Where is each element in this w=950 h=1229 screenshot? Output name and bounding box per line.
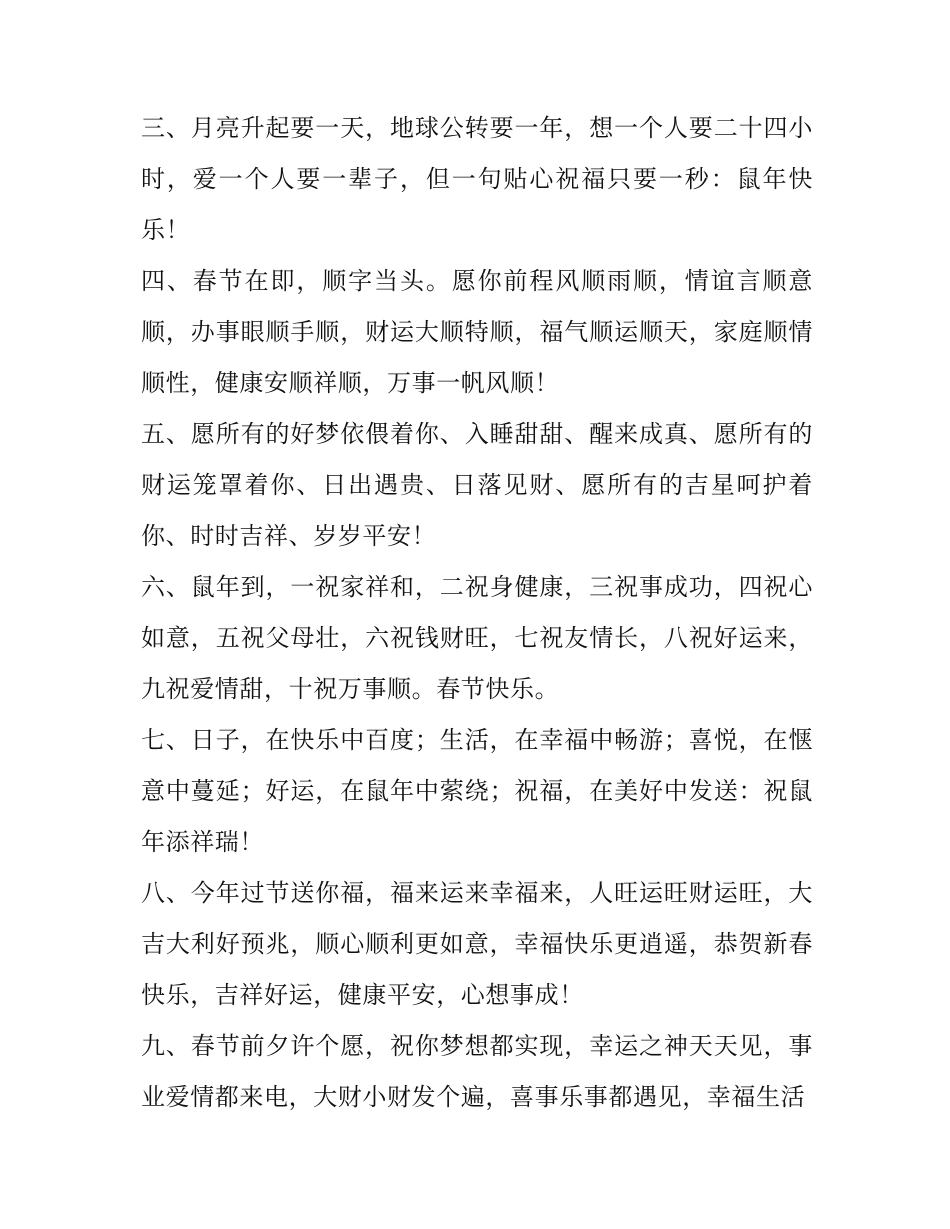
paragraph-4: 四、春节在即，顺字当头。愿你前程风顺雨顺，情谊言顺意顺，办事眼顺手顺，财运大顺特顺，福气顺运顺天，家庭顺情顺性，健康安顺祥顺，万事一帆风顺！: [141, 267, 813, 397]
paragraph-8: 八、今年过节送你福，福来运来幸福来，人旺运旺财运旺，大吉大利好预兆，顺心顺利更如意，幸福快乐更逍遥，恭贺新春快乐，吉祥好运，健康平安，心想事成！: [141, 879, 813, 1009]
paragraph-5: 五、愿所有的好梦依偎着你、入睡甜甜、醒来成真、愿所有的财运笼罩着你、日出遇贵、日落见财、愿所有的吉星呵护着你、时时吉祥、岁岁平安！: [141, 420, 813, 550]
document-body: [141, 103, 813, 1123]
paragraph-7: 七、日子，在快乐中百度；生活，在幸福中畅游；喜悦，在惬意中蔓延；好运，在鼠年中萦绕；祝福，在美好中发送：祝鼠年添祥瑞！: [141, 726, 813, 856]
paragraph-9: 九、春节前夕许个愿，祝你梦想都实现，幸运之神天天见，事业爱情都来电，大财小财发个遍，喜事乐事都遇见，幸福生活: [141, 1032, 813, 1111]
paragraph-3: 三、月亮升起要一天，地球公转要一年，想一个人要二十四小时，爱一个人要一辈子，但一句贴心祝福只要一秒：鼠年快乐！: [141, 114, 813, 244]
paragraph-6: 六、鼠年到，一祝家祥和，二祝身健康，三祝事成功，四祝心如意，五祝父母壮，六祝钱财旺，七祝友情长，八祝好运来，九祝爱情甜，十祝万事顺。春节快乐。: [141, 573, 813, 703]
